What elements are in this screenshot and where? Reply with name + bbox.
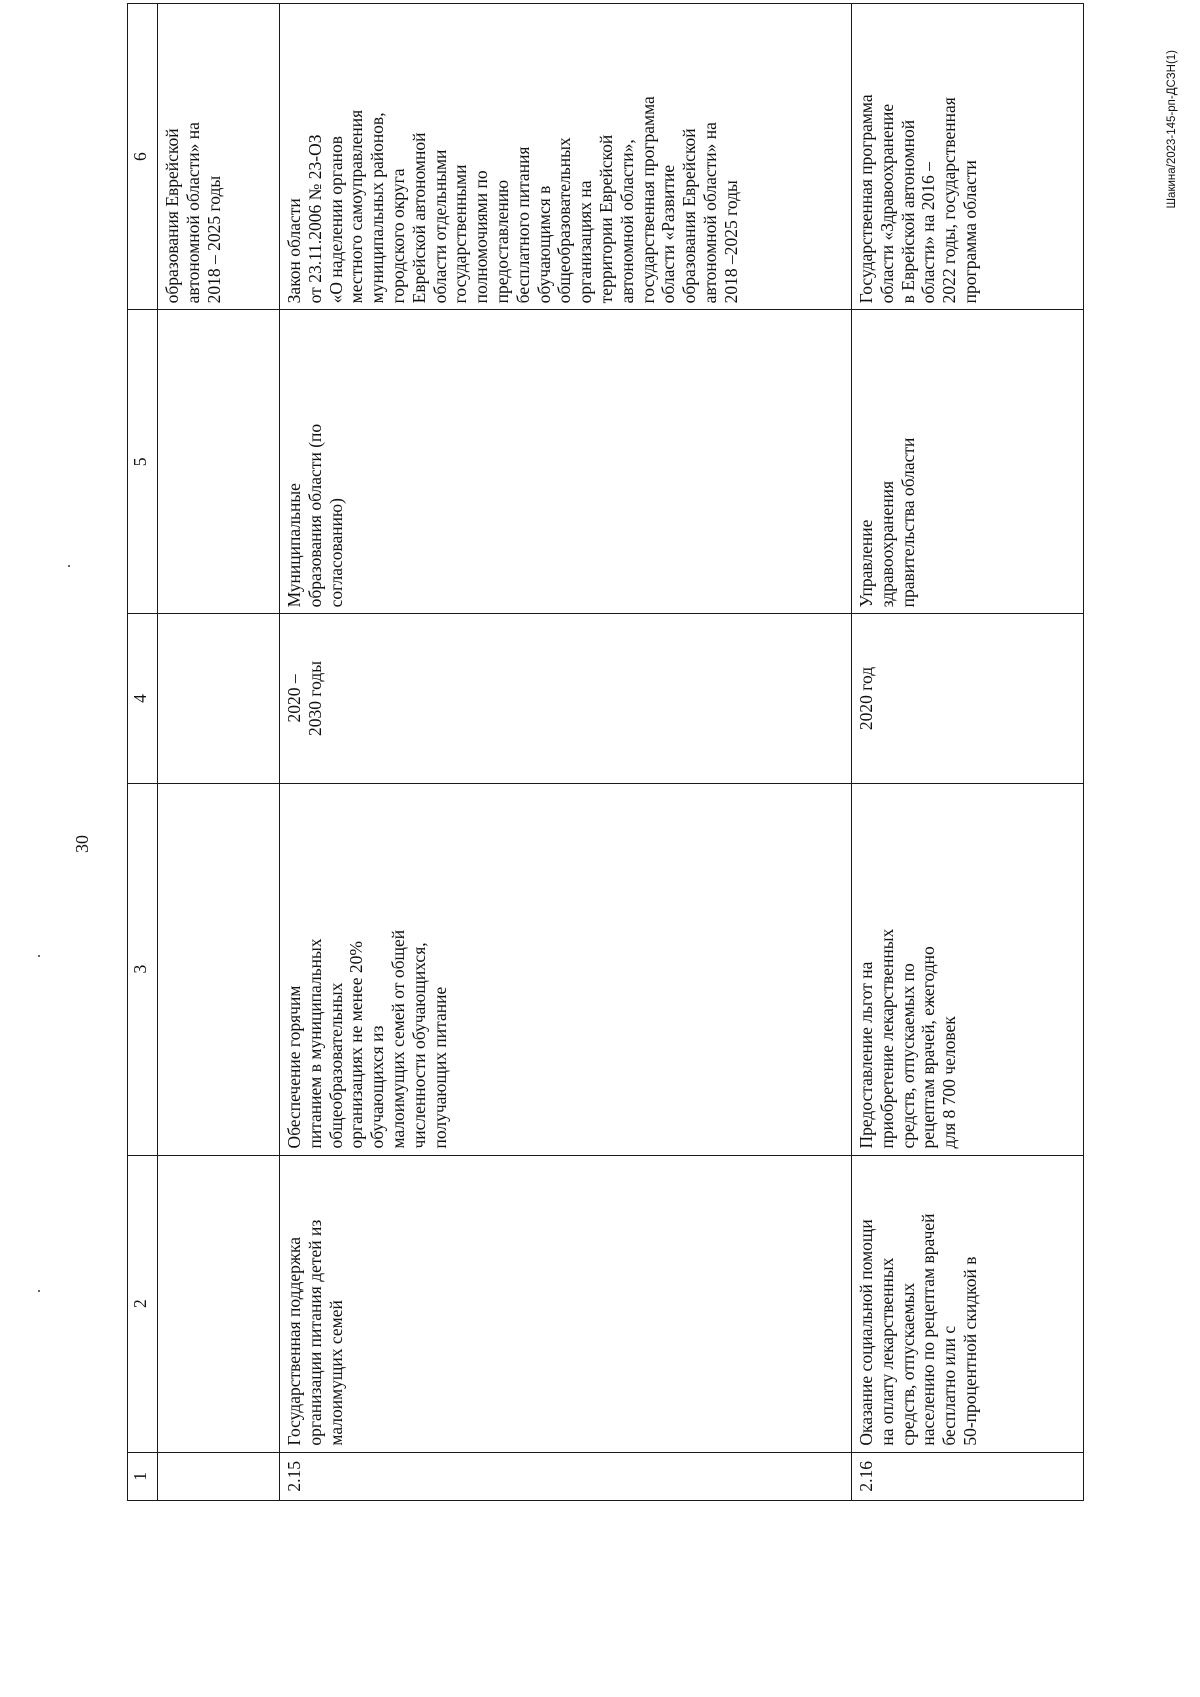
responsible-cell (158, 310, 280, 614)
document-code: Шакина/2023-145-рп-ДСЗН(1) (1166, 50, 1178, 209)
header-row (128, 4, 158, 1501)
deadline-cell (158, 614, 280, 783)
measure-name-cell: Государственная поддержка организации питания детей из малоимущих семей (280, 1155, 852, 1452)
table-row (158, 4, 280, 1501)
scan-speck (38, 1290, 40, 1292)
measures-table (127, 3, 1084, 1501)
header-col-6: 6 (128, 4, 158, 310)
header-col-2: 2 (128, 1155, 158, 1452)
page-number: 30 (72, 835, 92, 853)
row-number-cell: 2.16 (852, 1452, 1084, 1500)
row-number-cell: 2.15 (280, 1452, 852, 1500)
table-row (852, 4, 1084, 1501)
header-col-4: 4 (128, 614, 158, 783)
legal-basis-cell: Государственная программа области «Здравоохранение в Еврейской автономной области» на 2016 – 2022 годы, государственная программа области (852, 4, 1084, 310)
scan-speck (68, 565, 70, 567)
measure-name-cell (158, 1155, 280, 1452)
header-col-1: 1 (128, 1452, 158, 1500)
header-col-3: 3 (128, 783, 158, 1155)
expected-result-cell (158, 783, 280, 1155)
responsible-cell: Муниципальные образования области (по согласованию) (280, 310, 852, 614)
header-col-5: 5 (128, 310, 158, 614)
deadline-cell: 2020 год (852, 614, 1084, 783)
table-row (280, 4, 852, 1501)
scan-speck (38, 955, 40, 957)
responsible-cell: Управление здравоохранения правительства области (852, 310, 1084, 614)
legal-basis-cell: Закон области от 23.11.2006 № 23-ОЗ «О наделении органов местного самоуправления муниципальных районов, городского округа Еврейской автономной области отдельными государственными полномочиями по предоставлению бесплатного питания обучающимся в общеобразовательных организациях на территории Еврейской автономной области», государственная программа области «Развитие образования Еврейской автономной области» на 2018 –2025 годы (280, 4, 852, 310)
expected-result-cell: Предоставление льгот на приобретение лекарственных средств, отпускаемых по рецептам врачей, ежегодно для 8 700 человек (852, 783, 1084, 1155)
measure-name-cell: Оказание социальной помощи на оплату лекарственных средств, отпускаемых населению по рецептам врачей бесплатно или с 50-процентной скидкой в (852, 1155, 1084, 1452)
row-number-cell (158, 1452, 280, 1500)
legal-basis-cell: образования Еврейской автономной области» на 2018 – 2025 годы (158, 4, 280, 310)
expected-result-cell: Обеспечение горячим питанием в муниципальных общеобразовательных организациях не менее 20% обучающихся из малоимущих семей от общей численности обучающихся, получающих питание (280, 783, 852, 1155)
deadline-cell: 2020 – 2030 годы (280, 614, 852, 783)
